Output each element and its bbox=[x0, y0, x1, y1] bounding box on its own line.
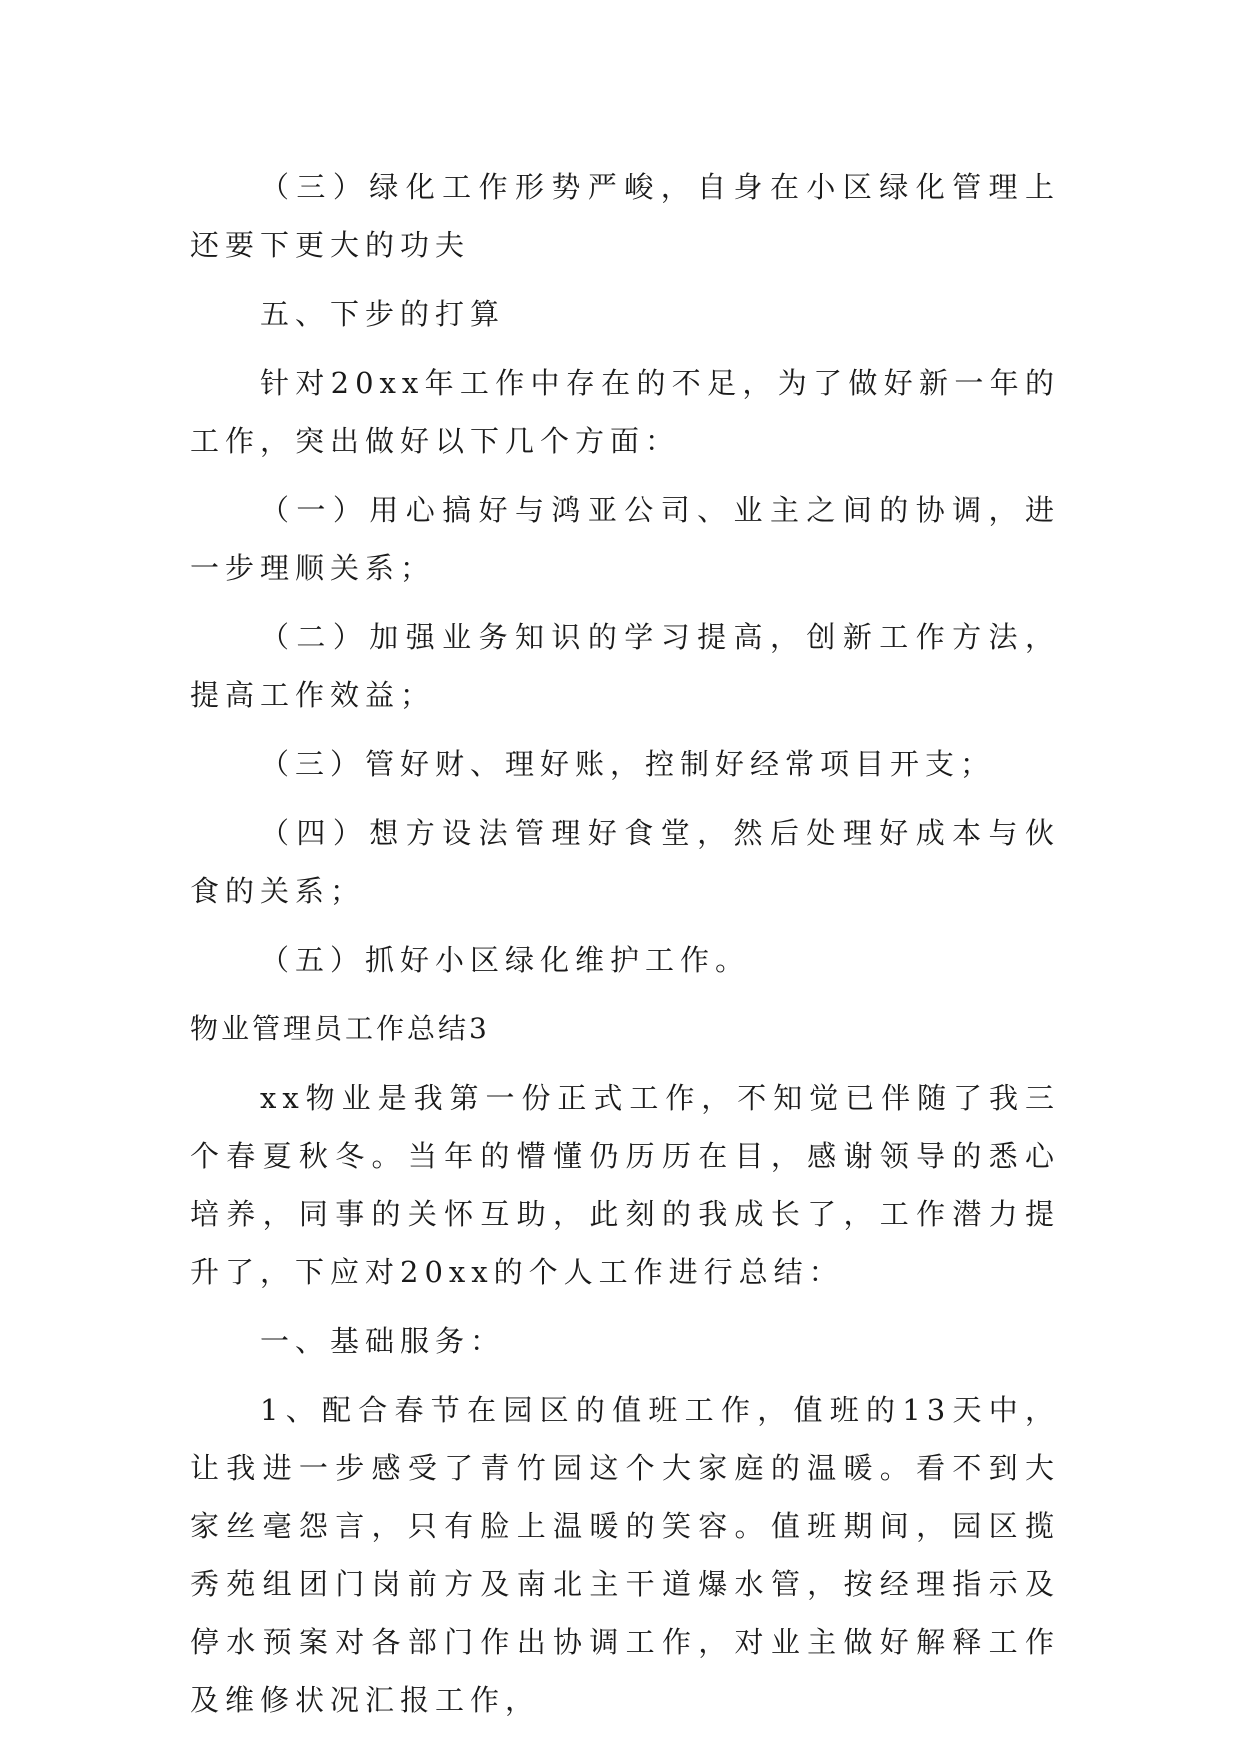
section-heading: 一、基础服务： bbox=[260, 1324, 506, 1358]
list-item: （四）想方设法管理好食堂，然后处理好成本与伙食的关系； bbox=[190, 816, 1060, 908]
document-title: 物业管理员工作总结3 bbox=[190, 1012, 490, 1045]
paragraph: 1、配合春节在园区的值班工作，值班的13天中，让我进一步感受了青竹园这个大家庭的温暖。看不到大家丝毫怨言，只有脸上温暖的笑容。值班期间，园区揽秀苑组团门岗前方及南北主干道爆水管，按经理指示及停水预案对各部门作出协调工作，对业主做好解释工作及维修状况汇报工作， bbox=[190, 1393, 1060, 1717]
paragraph: xx物业是我第一份正式工作，不知觉已伴随了我三个春夏秋冬。当年的懵懂仍历历在目，感谢领导的悉心培养，同事的关怀互助，此刻的我成长了，工作潜力提升了，下应对20xx的个人工作进行总结： bbox=[190, 1081, 1060, 1289]
document-page bbox=[190, 158, 1060, 1740]
paragraph: （三）绿化工作形势严峻，自身在小区绿化管理上还要下更大的功夫 bbox=[190, 170, 1060, 262]
list-item: （三）管好财、理好账，控制好经常项目开支； bbox=[260, 747, 996, 781]
list-item: （一）用心搞好与鸿亚公司、业主之间的协调，进一步理顺关系； bbox=[190, 493, 1060, 585]
list-item: （二）加强业务知识的学习提高，创新工作方法，提高工作效益； bbox=[190, 620, 1060, 712]
section-heading: 五、下步的打算 bbox=[260, 297, 506, 331]
list-item: （五）抓好小区绿化维护工作。 bbox=[260, 943, 751, 977]
paragraph: 针对20xx年工作中存在的不足，为了做好新一年的工作，突出做好以下几个方面： bbox=[190, 366, 1060, 458]
